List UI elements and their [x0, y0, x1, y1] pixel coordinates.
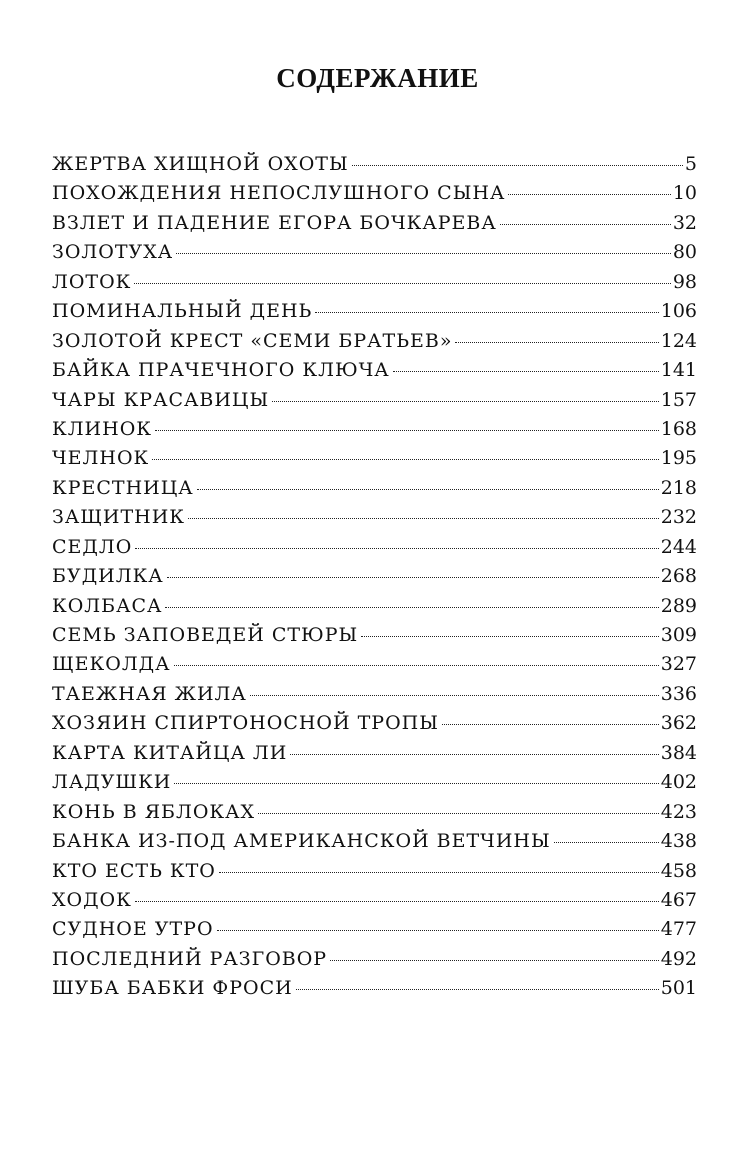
toc-entry-title: БУДИЛКА — [52, 565, 164, 588]
toc-entry-page-number: 501 — [660, 977, 697, 1000]
toc-entry-title: КЛИНОК — [52, 417, 152, 440]
toc-entry-title: КОНЬ В ЯБЛОКАХ — [52, 800, 256, 823]
toc-entry-title: БАНКА ИЗ-ПОД АМЕРИКАНСКОЙ ВЕТЧИНЫ — [52, 830, 551, 853]
toc-entry-page-number: 124 — [660, 329, 697, 352]
toc-entry-page-number: 423 — [660, 800, 697, 823]
toc-entry — [52, 209, 697, 238]
toc-entry — [52, 386, 697, 415]
toc-entry-title: ХОЗЯИН СПИРТОНОСНОЙ ТРОПЫ — [52, 712, 439, 735]
dot-leader — [508, 194, 670, 195]
toc-entry-title: КРЕСТНИЦА — [52, 476, 194, 499]
dot-leader — [393, 371, 659, 372]
toc-entry-page-number: 384 — [660, 741, 697, 764]
toc-entry — [52, 356, 697, 385]
dot-leader — [155, 430, 659, 431]
toc-entry — [52, 297, 697, 326]
dot-leader — [135, 548, 658, 549]
toc-entry-title: ТАЕЖНАЯ ЖИЛА — [52, 682, 247, 705]
toc-entry-title: ЖЕРТВА ХИЩНОЙ ОХОТЫ — [52, 153, 349, 175]
dot-leader — [134, 283, 670, 284]
dot-leader — [455, 342, 658, 343]
toc-entry-page-number: 362 — [660, 712, 697, 735]
dot-leader — [219, 872, 659, 873]
toc-entry — [52, 709, 697, 738]
dot-leader — [272, 401, 659, 402]
toc-entry — [52, 503, 697, 532]
toc-entry — [52, 680, 697, 709]
toc-entry — [52, 974, 697, 1003]
toc-entry-title: КОЛБАСА — [52, 594, 163, 617]
toc-entry — [52, 621, 697, 650]
toc-entry-title: СУДНОЕ УТРО — [52, 918, 214, 941]
table-of-contents — [52, 150, 697, 1004]
toc-entry — [52, 533, 697, 562]
toc-entry-title: ХОДОК — [52, 888, 132, 911]
toc-entry-title: ВЗЛЕТ И ПАДЕНИЕ ЕГОРА БОЧКАРЕВА — [52, 211, 497, 234]
dot-leader — [135, 901, 659, 902]
toc-entry-page-number: 336 — [660, 682, 697, 705]
toc-entry-page-number: 467 — [660, 888, 697, 911]
toc-entry-title: ЗАЩИТНИК — [52, 506, 185, 529]
dot-leader — [197, 489, 659, 490]
toc-entry-page-number: 32 — [672, 211, 697, 234]
toc-entry-page-number: 10 — [672, 182, 697, 205]
toc-entry-title: ПОСЛЕДНИЙ РАЗГОВОР — [52, 947, 328, 970]
dot-leader — [500, 224, 671, 225]
dot-leader — [174, 665, 659, 666]
toc-entry-title: ЛОТОК — [52, 270, 132, 293]
toc-entry — [52, 238, 697, 267]
toc-entry-page-number: 492 — [660, 947, 697, 970]
toc-entry — [52, 179, 697, 208]
toc-entry — [52, 798, 697, 827]
toc-entry-page-number: 309 — [660, 624, 697, 646]
toc-entry-page-number: 106 — [660, 300, 697, 323]
toc-entry-page-number: 438 — [660, 830, 697, 853]
toc-entry-page-number: 232 — [660, 506, 697, 529]
toc-entry-page-number: 244 — [660, 535, 697, 558]
dot-leader — [167, 577, 659, 578]
toc-entry — [52, 562, 697, 591]
toc-entry — [52, 827, 697, 856]
toc-entry-page-number: 289 — [660, 594, 697, 617]
toc-entry-title: КТО ЕСТЬ КТО — [52, 859, 216, 882]
toc-entry — [52, 415, 697, 444]
toc-entry-page-number: 477 — [660, 918, 697, 941]
toc-entry — [52, 857, 697, 886]
dot-leader — [174, 783, 658, 784]
dot-leader — [290, 754, 658, 755]
toc-entry — [52, 768, 697, 797]
dot-leader — [176, 253, 671, 254]
dot-leader — [152, 459, 658, 460]
toc-entry — [52, 650, 697, 679]
toc-entry-page-number: 5 — [684, 153, 697, 175]
toc-entry-title: БАЙКА ПРАЧЕЧНОГО КЛЮЧА — [52, 359, 390, 382]
toc-entry — [52, 444, 697, 473]
toc-entry-title: СЕМЬ ЗАПОВЕДЕЙ СТЮРЫ — [52, 624, 359, 646]
toc-entry-page-number: 458 — [660, 859, 697, 882]
toc-entry-title: ЩЕКОЛДА — [52, 653, 171, 676]
dot-leader — [258, 813, 659, 814]
toc-entry-page-number: 168 — [660, 417, 697, 440]
toc-entry-page-number: 141 — [660, 359, 697, 382]
toc-entry — [52, 886, 697, 915]
dot-leader — [352, 165, 683, 166]
toc-entry-page-number: 98 — [672, 270, 697, 293]
dot-leader — [315, 312, 658, 313]
toc-entry-title: ЗОЛОТУХА — [52, 241, 174, 264]
toc-entry-title: ЗОЛОТОЙ КРЕСТ «СЕМИ БРАТЬЕВ» — [52, 329, 453, 352]
toc-entry-page-number: 218 — [660, 476, 697, 499]
toc-entry-title: ШУБА БАБКИ ФРОСИ — [52, 977, 293, 1000]
toc-entry-title: ЧЕЛНОК — [52, 447, 150, 470]
toc-entry-page-number: 268 — [660, 565, 697, 588]
toc-entry — [52, 327, 697, 356]
toc-entry — [52, 739, 697, 768]
page-title: СОДЕРЖАНИЕ — [276, 63, 479, 93]
dot-leader — [217, 930, 659, 931]
toc-entry-page-number: 157 — [660, 388, 697, 411]
toc-entry-page-number: 195 — [660, 447, 697, 470]
toc-entry-title: КАРТА КИТАЙЦА ЛИ — [52, 741, 288, 764]
dot-leader — [442, 724, 659, 725]
dot-leader — [554, 842, 659, 843]
toc-entry — [52, 915, 697, 944]
toc-entry — [52, 150, 697, 179]
toc-entry — [52, 474, 697, 503]
toc-entry-title: СЕДЛО — [52, 535, 133, 558]
toc-entry-title: ПОХОЖДЕНИЯ НЕПОСЛУШНОГО СЫНА — [52, 182, 506, 205]
toc-entry-page-number: 327 — [660, 653, 697, 676]
toc-entry-title: ПОМИНАЛЬНЫЙ ДЕНЬ — [52, 300, 313, 323]
toc-entry — [52, 592, 697, 621]
dot-leader — [250, 695, 659, 696]
toc-entry-page-number: 402 — [660, 771, 697, 794]
toc-entry — [52, 268, 697, 297]
toc-entry-title: ЧАРЫ КРАСАВИЦЫ — [52, 388, 270, 411]
dot-leader — [330, 960, 659, 961]
dot-leader — [361, 636, 659, 637]
toc-entry-title: ЛАДУШКИ — [52, 771, 172, 794]
toc-entry — [52, 945, 697, 974]
dot-leader — [296, 989, 659, 990]
dot-leader — [188, 518, 659, 519]
dot-leader — [165, 607, 658, 608]
toc-entry-page-number: 80 — [672, 241, 697, 264]
